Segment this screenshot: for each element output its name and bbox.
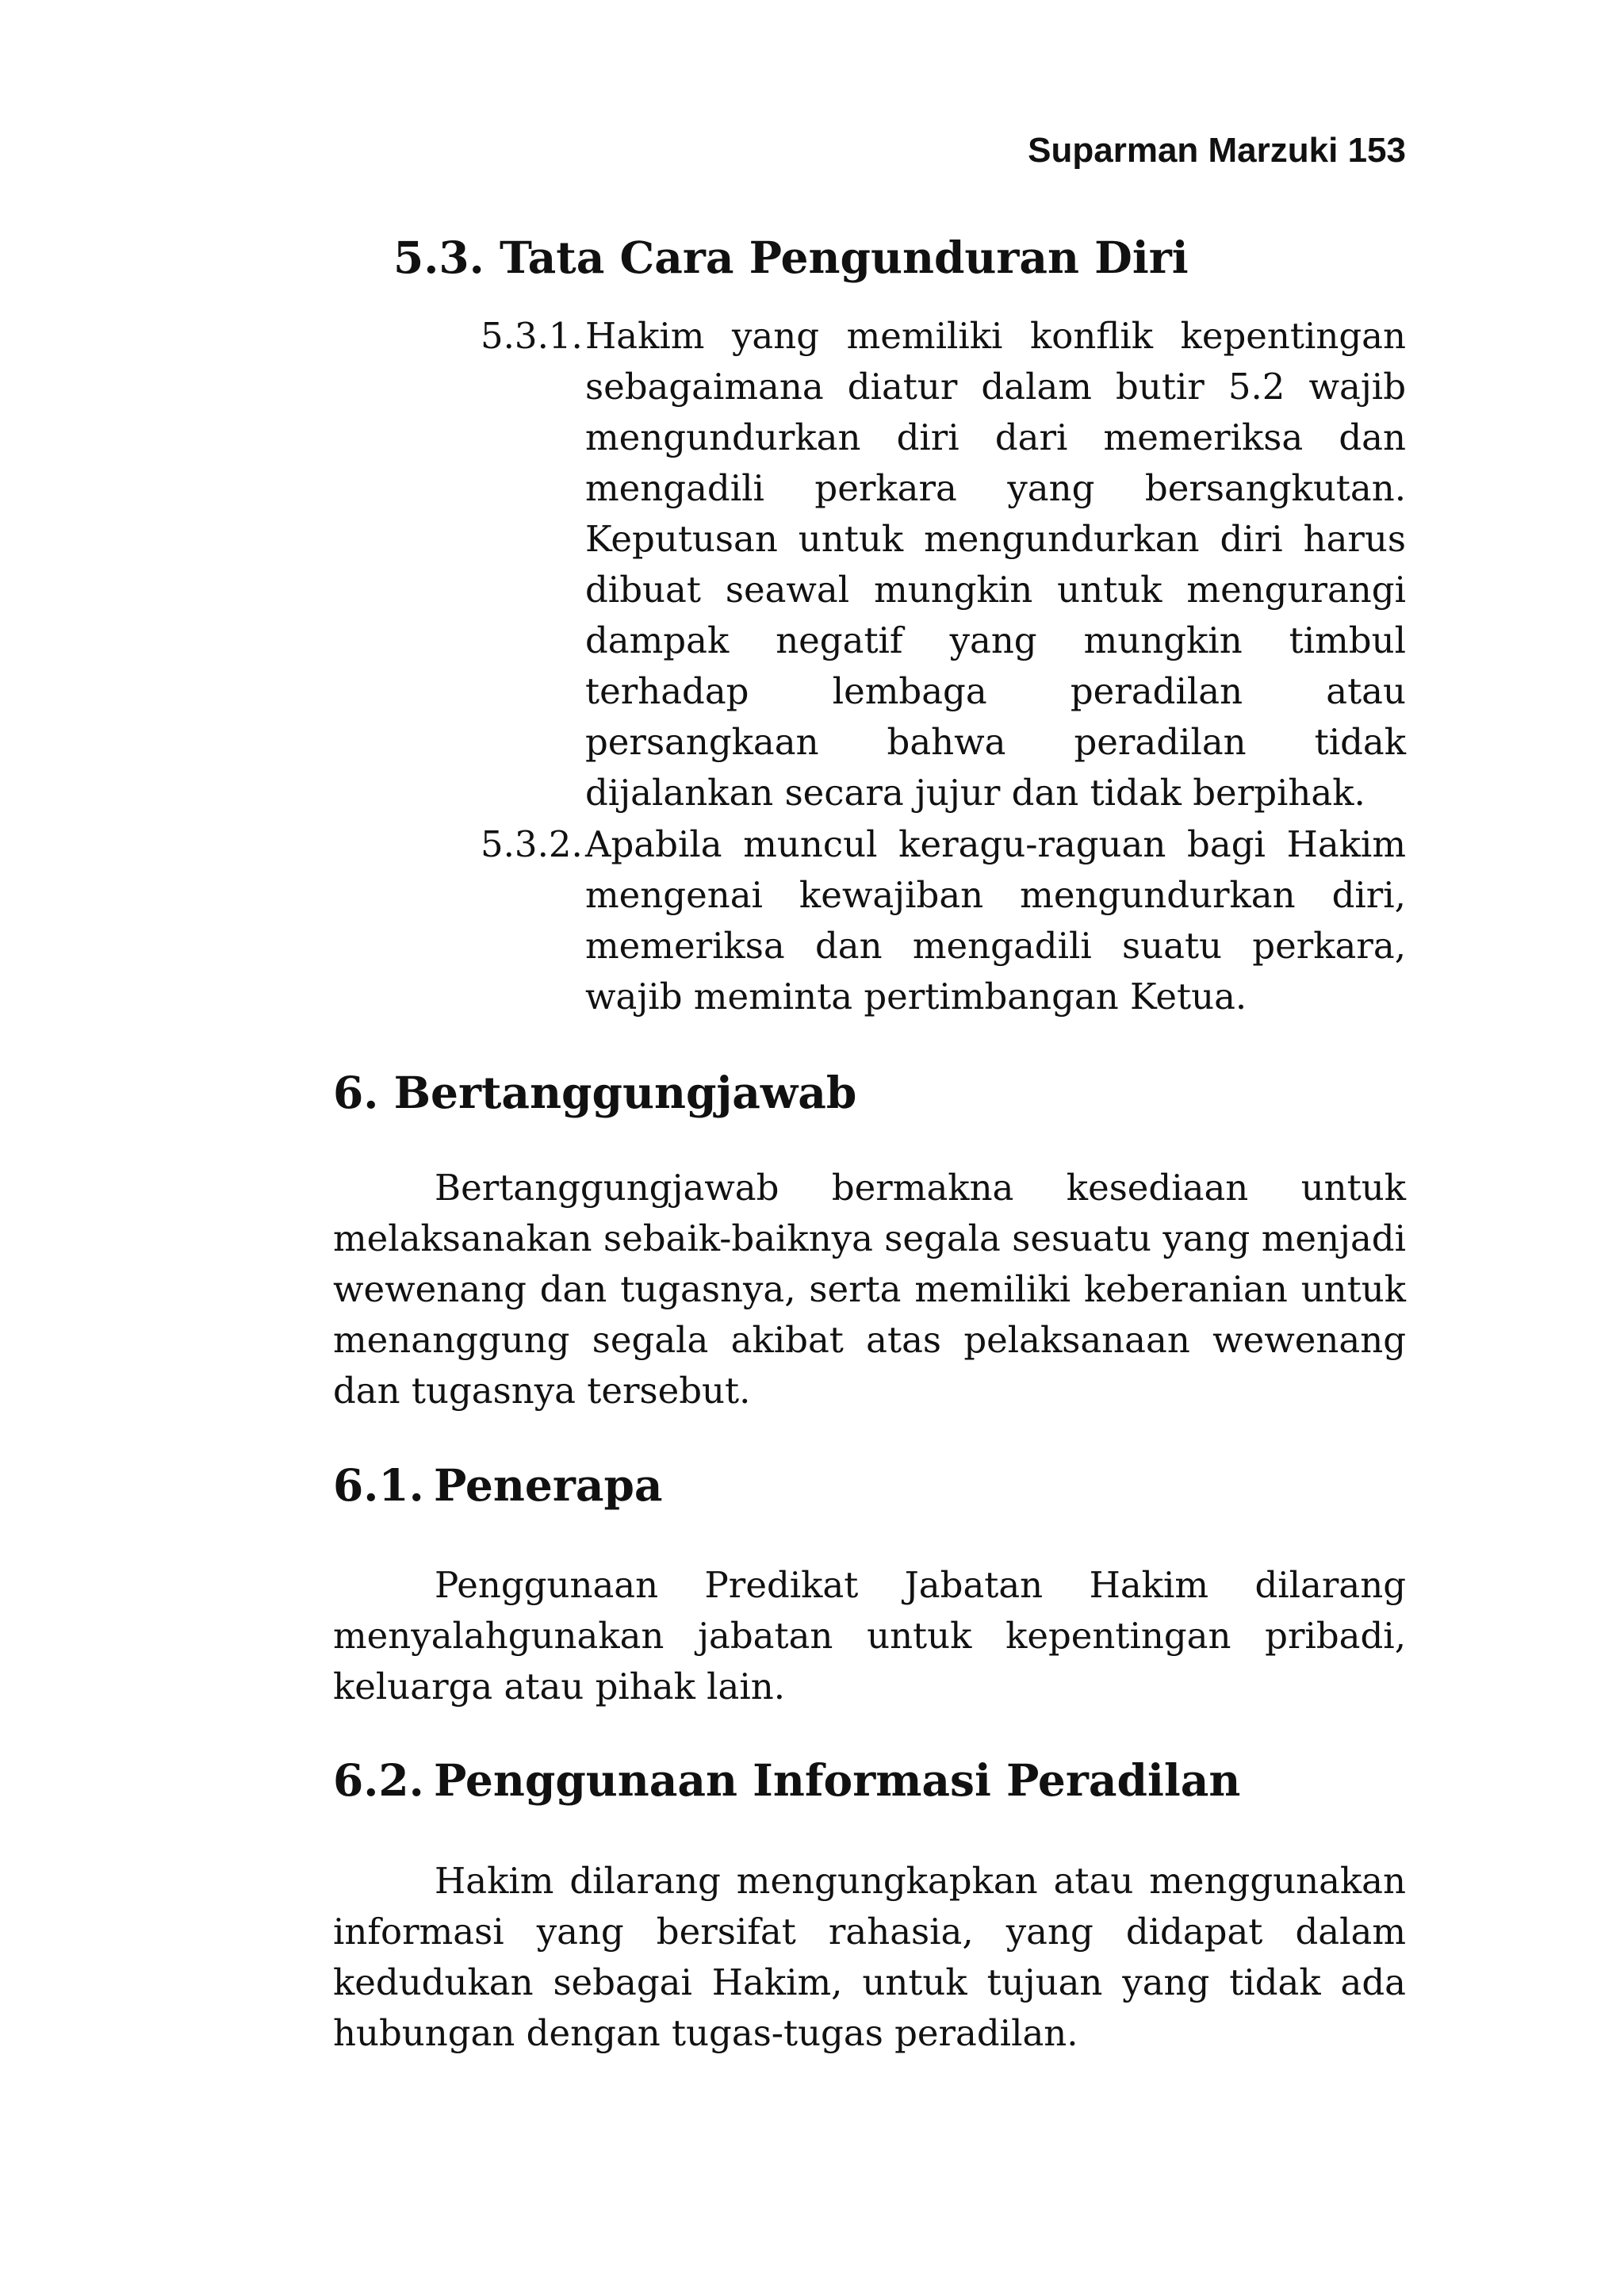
item-number: 5.3.2. bbox=[481, 823, 583, 865]
section-6-heading: 6. Bertanggungjawab bbox=[333, 1067, 857, 1118]
section-6-2-paragraph: Hakim dilarang mengungkapkan atau menggunakan informasi yang bersifat rahasia, yang didapat dalam kedudukan sebagai Hakim, untuk tujuan yang tidak ada hubungan dengan tugas-tugas peradilan. bbox=[333, 1860, 1406, 2054]
section-number: 6.1. bbox=[333, 1459, 424, 1511]
list-item-5-3-1 bbox=[481, 311, 1406, 818]
section-6-2-heading bbox=[333, 1754, 1240, 1807]
item-number: 5.3.1. bbox=[481, 315, 583, 357]
item-text: Apabila muncul keragu-raguan bagi Hakim mengenai kewajiban mengundurkan diri, memeriksa dan mengadili suatu perkara, wajib meminta pertimbangan Ketua. bbox=[585, 823, 1406, 1018]
section-6-paragraph: Bertanggungjawab bermakna kesediaan untuk melaksanakan sebaik-baiknya segala sesuatu yang menjadi wewenang dan tugasnya, serta memiliki keberanian untuk menanggung segala akibat atas pelaksanaan wewenang dan tugasnya tersebut. bbox=[333, 1167, 1406, 1412]
section-5-3-heading: 5.3. Tata Cara Pengunduran Diri bbox=[393, 232, 1189, 283]
section-number: 6.2. bbox=[333, 1754, 424, 1806]
section-title: Penggunaan Informasi Peradilan bbox=[434, 1754, 1241, 1806]
item-text: Hakim yang memiliki konflik kepentingan sebagaimana diatur dalam butir 5.2 wajib mengundurkan diri dari memeriksa dan mengadili perkara yang bersangkutan. Keputusan untuk mengundurkan diri harus dibuat seawal mungkin untuk mengurangi dampak negatif yang mungkin timbul terhadap lembaga peradilan atau persangkaan bahwa peradilan tidak dijalankan secara jujur dan tidak berpihak. bbox=[585, 315, 1406, 814]
page-header: Suparman Marzuki 153 bbox=[1028, 131, 1406, 170]
section-6-1-heading bbox=[333, 1459, 663, 1512]
section-6-1-paragraph: Penggunaan Predikat Jabatan Hakim dilarang menyalahgunakan jabatan untuk kepentingan pribadi, keluarga atau pihak lain. bbox=[333, 1564, 1406, 1708]
section-title: Penerapa bbox=[434, 1459, 663, 1511]
list-item-5-3-2 bbox=[481, 819, 1406, 1022]
